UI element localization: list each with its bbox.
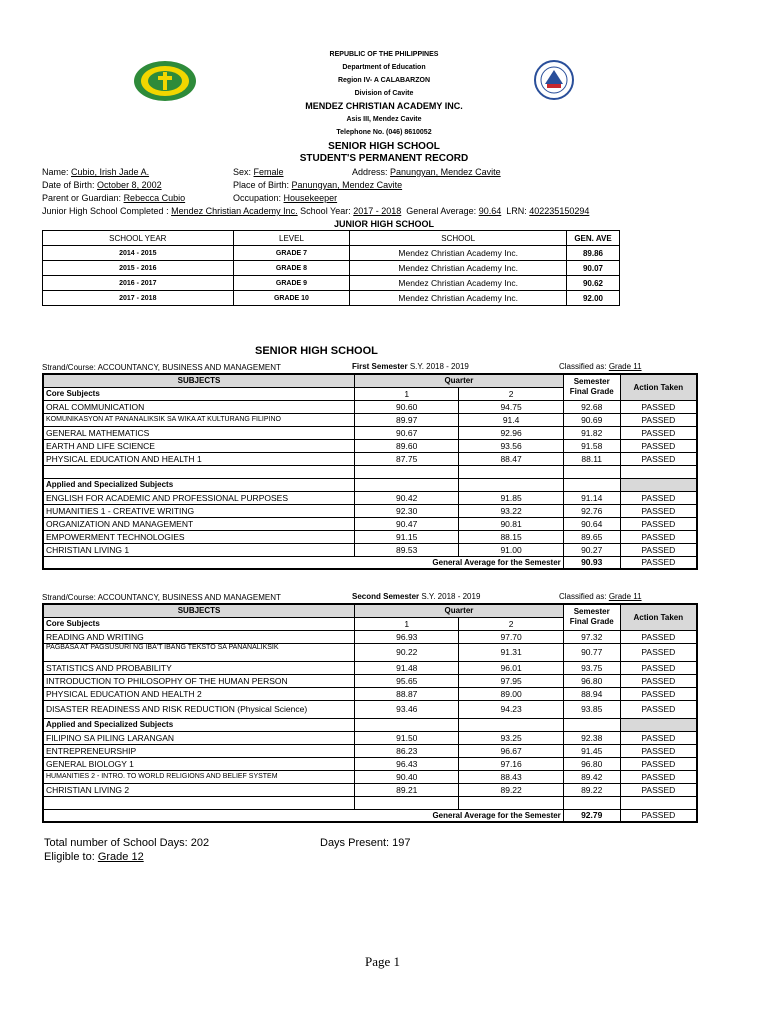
q2-grade: 94.23 [459,700,563,718]
final-grade: 92.76 [563,504,620,517]
final-grade: 91.45 [563,744,620,757]
semester-label: Second Semester [352,592,420,601]
student-guardian: Rebecca Cubio [123,193,186,203]
lrn-label: LRN: [506,206,527,216]
table-row [43,543,697,556]
sem1-general-row [43,556,697,569]
q2-grade: 97.16 [459,757,563,770]
jhs-year: 2017 - 2018 [43,291,234,306]
table-row [43,783,697,796]
table-row [43,452,697,465]
q1-grade: 90.47 [355,517,459,530]
final-grade: 93.85 [563,700,620,718]
sex-label: Sex: [233,167,252,177]
jhs-genave: 89.86 [567,246,620,261]
student-occupation: Housekeeper [283,193,338,203]
pob-row [233,180,402,190]
sem1-applied-header [43,478,697,491]
final-grade: 90.64 [563,517,620,530]
q1-grade: 91.15 [355,530,459,543]
action-taken: PASSED [620,674,697,687]
days-present-label: Days Present: [320,837,390,849]
sem1-table [42,373,698,570]
header-school-name: MENDEZ CHRISTIAN ACADEMY INC. [305,101,463,111]
sem2-header-row [43,604,697,617]
action-taken: PASSED [620,731,697,744]
jhs-level: GRADE 10 [233,291,350,306]
sem1-semester-row [352,362,469,371]
final-grade: 90.69 [563,413,620,426]
shs-title: SENIOR HIGH SCHOOL [255,345,378,357]
applied-subjects-label: Applied and Specialized Subjects [43,478,355,491]
table-row [43,426,697,439]
action-taken: PASSED [620,543,697,556]
school-days-label: Total number of School Days: [44,837,188,849]
final-grade: 88.11 [563,452,620,465]
classified-label: Classified as: [559,592,607,601]
q2-grade: 88.15 [459,530,563,543]
q1-grade: 89.60 [355,439,459,452]
student-address: Panungyan, Mendez Cavite [390,167,501,177]
q1-grade: 88.87 [355,687,459,700]
guardian-label: Parent or Guardian: [42,193,122,203]
table-row [43,687,697,700]
jhs-school: Mendez Christian Academy Inc. [350,246,567,261]
semester-sy: S.Y. 2018 - 2019 [409,362,469,371]
q1-grade: 90.67 [355,426,459,439]
dob-label: Date of Birth: [42,180,95,190]
subject-name: ORAL COMMUNICATION [43,400,355,413]
q1-grade: 89.97 [355,413,459,426]
header-division: Division of Cavite [354,90,414,97]
col-final-grade: Semester Final Grade [563,604,620,630]
classified-value: Grade 11 [608,362,642,371]
subject-name: DISASTER READINESS AND RISK REDUCTION (Physical Science) [43,700,355,718]
applied-subjects-label: Applied and Specialized Subjects [43,718,355,731]
subject-name: CHRISTIAN LIVING 1 [43,543,355,556]
semester-sy: S.Y. 2018 - 2019 [421,592,481,601]
table-row [43,246,620,261]
sem2-semester-row [352,592,480,601]
student-dob: October 8, 2002 [97,180,162,190]
sem1-strand-row [42,363,281,372]
action-taken: PASSED [620,643,697,661]
action-taken: PASSED [620,517,697,530]
table-row [43,661,697,674]
action-taken: PASSED [620,426,697,439]
header-title1: SENIOR HIGH SCHOOL [328,141,440,152]
general-action: PASSED [620,556,697,569]
subject-name: CHRISTIAN LIVING 2 [43,783,355,796]
table-row [43,291,620,306]
final-grade: 92.38 [563,731,620,744]
header-republic: REPUBLIC OF THE PHILIPPINES [329,51,439,58]
jhs-genave: 92.00 [567,291,620,306]
final-grade: 89.42 [563,770,620,783]
header-department: Department of Education [342,64,426,71]
col-subjects: SUBJECTS [43,374,355,387]
subject-name: PHYSICAL EDUCATION AND HEALTH 2 [43,687,355,700]
jhs-completed-row [42,206,589,216]
q1-grade: 96.93 [355,630,459,643]
jhs-year: 2015 - 2016 [43,261,234,276]
jhs-school: Mendez Christian Academy Inc. [350,276,567,291]
quarter-1-label: 1 [355,617,459,630]
table-row [43,400,697,413]
eligible-label: Eligible to: [44,851,95,863]
table-row [43,439,697,452]
q1-grade: 96.43 [355,757,459,770]
school-days-row [44,837,209,849]
final-grade: 89.65 [563,530,620,543]
q2-grade: 91.4 [459,413,563,426]
action-taken: PASSED [620,687,697,700]
q1-grade: 86.23 [355,744,459,757]
jhs-header-row [43,231,620,246]
subject-name: INTRODUCTION TO PHILOSOPHY OF THE HUMAN PERSON [43,674,355,687]
col-action: Action Taken [620,374,697,400]
sy-label: School Year: [300,206,351,216]
strand-label: Strand/Course: [42,363,96,372]
general-average-value: 90.93 [563,556,620,569]
col-quarter: Quarter [355,374,564,387]
pob-label: Place of Birth: [233,180,290,190]
table-row [43,530,697,543]
jhs-col-genave: GEN. AVE [567,231,620,246]
final-grade: 90.27 [563,543,620,556]
classified-value: Grade 11 [608,592,642,601]
subject-name: READING AND WRITING [43,630,355,643]
final-grade: 91.82 [563,426,620,439]
occupation-row [233,193,337,203]
final-grade: 97.32 [563,630,620,643]
action-taken: PASSED [620,504,697,517]
q1-grade: 90.42 [355,491,459,504]
action-taken: PASSED [620,439,697,452]
table-row [43,674,697,687]
final-grade: 90.77 [563,643,620,661]
general-average-value: 92.79 [563,809,620,822]
sem2-applied-header [43,718,697,731]
jhs-school: Mendez Christian Academy Inc. [350,291,567,306]
core-subjects-label: Core Subjects [43,387,355,400]
final-grade: 88.94 [563,687,620,700]
q1-grade: 95.65 [355,674,459,687]
student-lrn: 402235150294 [529,206,590,216]
q1-grade: 89.53 [355,543,459,556]
name-label: Name: [42,167,69,177]
q1-grade: 93.46 [355,700,459,718]
sem1-classified-row [559,362,642,371]
final-grade: 91.58 [563,439,620,452]
q1-grade: 90.60 [355,400,459,413]
sem1-header-row [43,374,697,387]
strand-value: ACCOUNTANCY, BUSINESS AND MANAGEMENT [97,363,281,372]
q1-grade: 91.50 [355,731,459,744]
final-grade: 93.75 [563,661,620,674]
table-row [43,504,697,517]
table-row [43,744,697,757]
page-number: Page 1 [365,954,401,969]
header-region: Region IV- A CALABARZON [337,77,431,84]
q2-grade: 91.00 [459,543,563,556]
header-address: Asis III, Mendez Cavite [346,116,422,123]
eligible-value: Grade 12 [97,851,144,863]
student-pob: Panungyan, Mendez Cavite [291,180,403,190]
q2-grade: 96.01 [459,661,563,674]
q2-grade: 92.96 [459,426,563,439]
semester-label: First Semester [352,362,408,371]
subject-name: PAGBASA AT PAGSUSURI NG IBA'T IBANG TEKSTO SA PANANALIKSIK [43,643,355,661]
jhs-table-title: JUNIOR HIGH SCHOOL [333,219,434,229]
q2-grade: 89.00 [459,687,563,700]
ga-label: General Average: [406,206,477,216]
q2-grade: 90.81 [459,517,563,530]
q2-grade: 88.47 [459,452,563,465]
general-average-label: General Average for the Semester [43,809,563,822]
q1-grade: 90.40 [355,770,459,783]
eligible-row [44,851,144,863]
jhs-col-year: SCHOOL YEAR [43,231,234,246]
jhs-genave: 90.62 [567,276,620,291]
q2-grade: 96.67 [459,744,563,757]
q2-grade: 94.75 [459,400,563,413]
student-name-row [42,167,149,177]
jhs-level: GRADE 8 [233,261,350,276]
subject-name: GENERAL MATHEMATICS [43,426,355,439]
action-taken: PASSED [620,491,697,504]
table-row [43,731,697,744]
jhs-school: Mendez Christian Academy Inc. [171,206,298,216]
jhs-school: Mendez Christian Academy Inc. [350,261,567,276]
action-taken: PASSED [620,770,697,783]
subject-name: ENTREPRENEURSHIP [43,744,355,757]
sem2-classified-row [559,592,642,601]
table-row [43,643,697,661]
final-grade: 96.80 [563,674,620,687]
subject-name: FILIPINO SA PILING LARANGAN [43,731,355,744]
header-title2: STUDENT'S PERMANENT RECORD [299,153,469,164]
action-taken: PASSED [620,400,697,413]
action-taken: PASSED [620,700,697,718]
classified-label: Classified as: [559,362,607,371]
quarter-1-label: 1 [355,387,459,400]
occupation-label: Occupation: [233,193,282,203]
q1-grade: 91.48 [355,661,459,674]
action-taken: PASSED [620,530,697,543]
address-row [352,167,501,177]
table-row [43,630,697,643]
subject-name: HUMANITIES 2 - INTRO. TO WORLD RELIGIONS AND BELIEF SYSTEM [43,770,355,783]
jhs-label: Junior High School Completed : [42,206,169,216]
table-row [43,261,620,276]
dob-row [42,180,162,190]
address-label: Address: [352,167,388,177]
action-taken: PASSED [620,661,697,674]
sex-row [233,167,284,177]
q2-grade: 93.22 [459,504,563,517]
subject-name: EMPOWERMENT TECHNOLOGIES [43,530,355,543]
action-taken: PASSED [620,452,697,465]
empty-row [43,796,697,809]
final-grade: 89.22 [563,783,620,796]
days-present-value: 197 [392,837,411,849]
empty-row [43,465,697,478]
final-grade: 96.80 [563,757,620,770]
table-row [43,491,697,504]
student-name: Cubio, Irish Jade A. [71,167,150,177]
table-row [43,276,620,291]
school-days-value: 202 [190,837,210,849]
q2-grade: 97.70 [459,630,563,643]
general-average-label: General Average for the Semester [43,556,563,569]
final-grade: 91.14 [563,491,620,504]
q2-grade: 88.43 [459,770,563,783]
strand-value: ACCOUNTANCY, BUSINESS AND MANAGEMENT [97,593,281,602]
table-row [43,517,697,530]
jhs-ga: 90.64 [478,206,502,216]
header-telephone: Telephone No. (046) 8610052 [336,129,432,136]
table-row [43,770,697,783]
jhs-level: GRADE 9 [233,276,350,291]
general-action: PASSED [620,809,697,822]
q2-grade: 93.56 [459,439,563,452]
table-row [43,413,697,426]
strand-label: Strand/Course: [42,593,96,602]
sem2-table [42,603,698,823]
q2-grade: 91.31 [459,643,563,661]
jhs-genave: 90.07 [567,261,620,276]
table-row [43,757,697,770]
guardian-row [42,193,185,203]
action-taken: PASSED [620,757,697,770]
quarter-2-label: 2 [459,617,563,630]
quarter-2-label: 2 [459,387,563,400]
jhs-col-level: LEVEL [233,231,350,246]
subject-name: HUMANITIES 1 - CREATIVE WRITING [43,504,355,517]
jhs-table [42,230,620,306]
q1-grade: 89.21 [355,783,459,796]
subject-name: ENGLISH FOR ACADEMIC AND PROFESSIONAL PURPOSES [43,491,355,504]
subject-name: ORGANIZATION AND MANAGEMENT [43,517,355,530]
core-subjects-label: Core Subjects [43,617,355,630]
action-taken: PASSED [620,413,697,426]
q1-grade: 87.75 [355,452,459,465]
jhs-year: 2014 - 2015 [43,246,234,261]
col-subjects: SUBJECTS [43,604,355,617]
subject-name: GENERAL BIOLOGY 1 [43,757,355,770]
final-grade: 92.68 [563,400,620,413]
sem2-strand-row [42,593,281,602]
subject-name: KOMUNIKASYON AT PANANALIKSIK SA WIKA AT KULTURANG FILIPINO [43,413,355,426]
subject-name: EARTH AND LIFE SCIENCE [43,439,355,452]
sem2-general-row [43,809,697,822]
col-action: Action Taken [620,604,697,630]
days-present-row [320,837,411,849]
jhs-sy: 2017 - 2018 [353,206,402,216]
subject-name: PHYSICAL EDUCATION AND HEALTH 1 [43,452,355,465]
q2-grade: 97.95 [459,674,563,687]
q1-grade: 90.22 [355,643,459,661]
action-taken: PASSED [620,783,697,796]
q2-grade: 89.22 [459,783,563,796]
student-sex: Female [253,167,284,177]
q2-grade: 91.85 [459,491,563,504]
jhs-year: 2016 - 2017 [43,276,234,291]
action-taken: PASSED [620,630,697,643]
col-quarter: Quarter [355,604,564,617]
subject-name: STATISTICS AND PROBABILITY [43,661,355,674]
jhs-col-school: SCHOOL [350,231,567,246]
action-taken: PASSED [620,744,697,757]
q1-grade: 92.30 [355,504,459,517]
jhs-level: GRADE 7 [233,246,350,261]
q2-grade: 93.25 [459,731,563,744]
col-final-grade: Semester Final Grade [563,374,620,400]
table-row [43,700,697,718]
